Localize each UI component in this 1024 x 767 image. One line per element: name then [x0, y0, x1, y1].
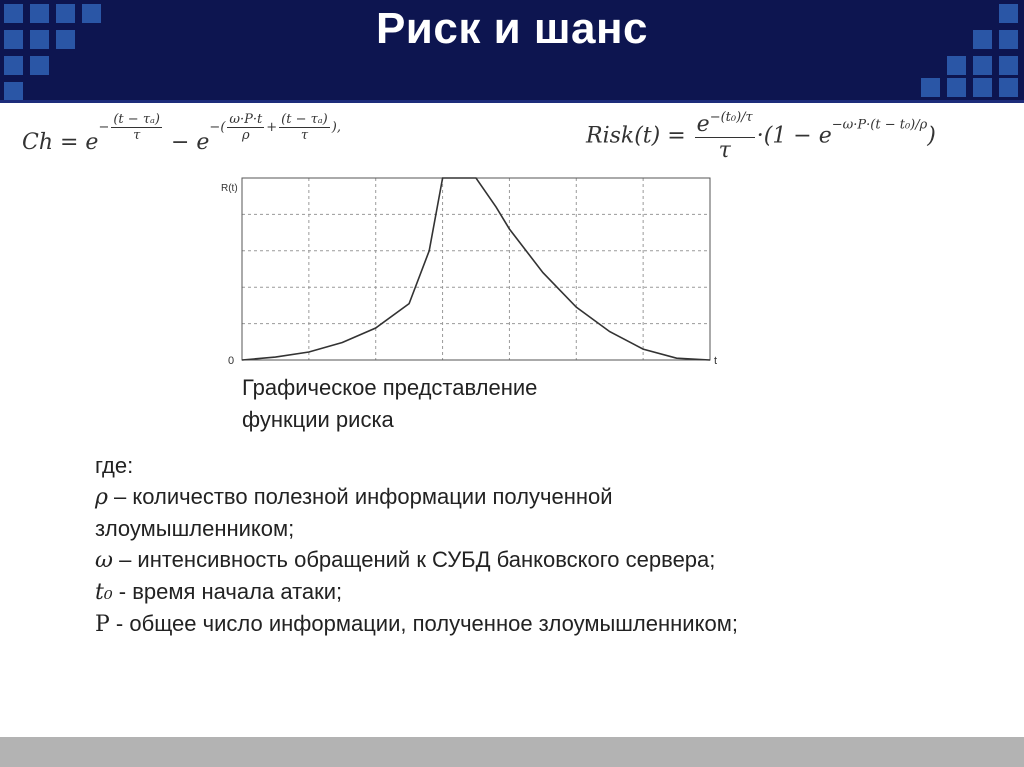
risk-formula: Risk(t) = $\frac{e^{-(t_0)/\tau}}{\tau}$ $\cdot(1 - e^{-\omega\cdot P\cdot(t - t_0)/\rho})$ — [586, 110, 936, 163]
risk-chart-svg — [218, 176, 728, 370]
caption-line-2: функции риска — [242, 407, 394, 432]
chart-caption — [242, 372, 537, 436]
definition-item: t₀ - время начала атаки; — [95, 579, 343, 605]
decor-square — [921, 78, 940, 97]
slide-header — [0, 0, 1024, 102]
decor-square — [999, 56, 1018, 75]
definition-item: P - общее число информации, полученное злоумышленником; — [95, 611, 738, 637]
chance-formula: $Ch = e^{- \frac{\text{(t − τₐ)}}{\tau}}$ − $e^{-( \frac{\omega\cdot P\cdot t}{\rho} + \frac{\text{(t − τₐ)}}{\tau} ),}$ — [22, 112, 341, 155]
risk-curve — [242, 178, 710, 360]
chance-minus: − e — [170, 130, 210, 155]
definition-item: ω – интенсивность обращений к СУБД банковского сервера; — [95, 547, 716, 573]
definition-item: ρ – количество полезной информации полученной — [95, 484, 613, 510]
definition-item: злоумышленником; — [95, 516, 295, 541]
risk-chart — [218, 176, 728, 370]
decor-square — [947, 78, 966, 97]
slide-title: Риск и шанс — [375, 4, 649, 53]
decor-square — [30, 56, 49, 75]
decor-square — [4, 56, 23, 75]
chance-lhs: Ch = e — [22, 130, 99, 155]
y-axis-label: R(t) — [221, 183, 238, 194]
decor-square — [4, 82, 23, 101]
x-axis-label: t — [714, 355, 718, 367]
risk-lhs: Risk(t) = — [586, 123, 686, 149]
footer-bar — [0, 737, 1024, 767]
chance-exp1: $\frac{\text{(t − τₐ)}}{\tau}$ — [113, 112, 160, 143]
decor-square — [999, 78, 1018, 97]
definitions-intro: где: — [95, 453, 134, 478]
plot-frame — [242, 178, 710, 360]
decor-square — [973, 78, 992, 97]
definitions — [95, 450, 738, 640]
decor-square — [973, 56, 992, 75]
caption-line-1: Графическое представление — [242, 375, 538, 400]
decor-square — [947, 56, 966, 75]
y-tick-label: 0 — [228, 355, 235, 367]
header-divider — [0, 100, 1024, 103]
risk-fraction: $\frac{e^{-(t_0)/\tau}}{\tau}$ — [696, 110, 753, 163]
